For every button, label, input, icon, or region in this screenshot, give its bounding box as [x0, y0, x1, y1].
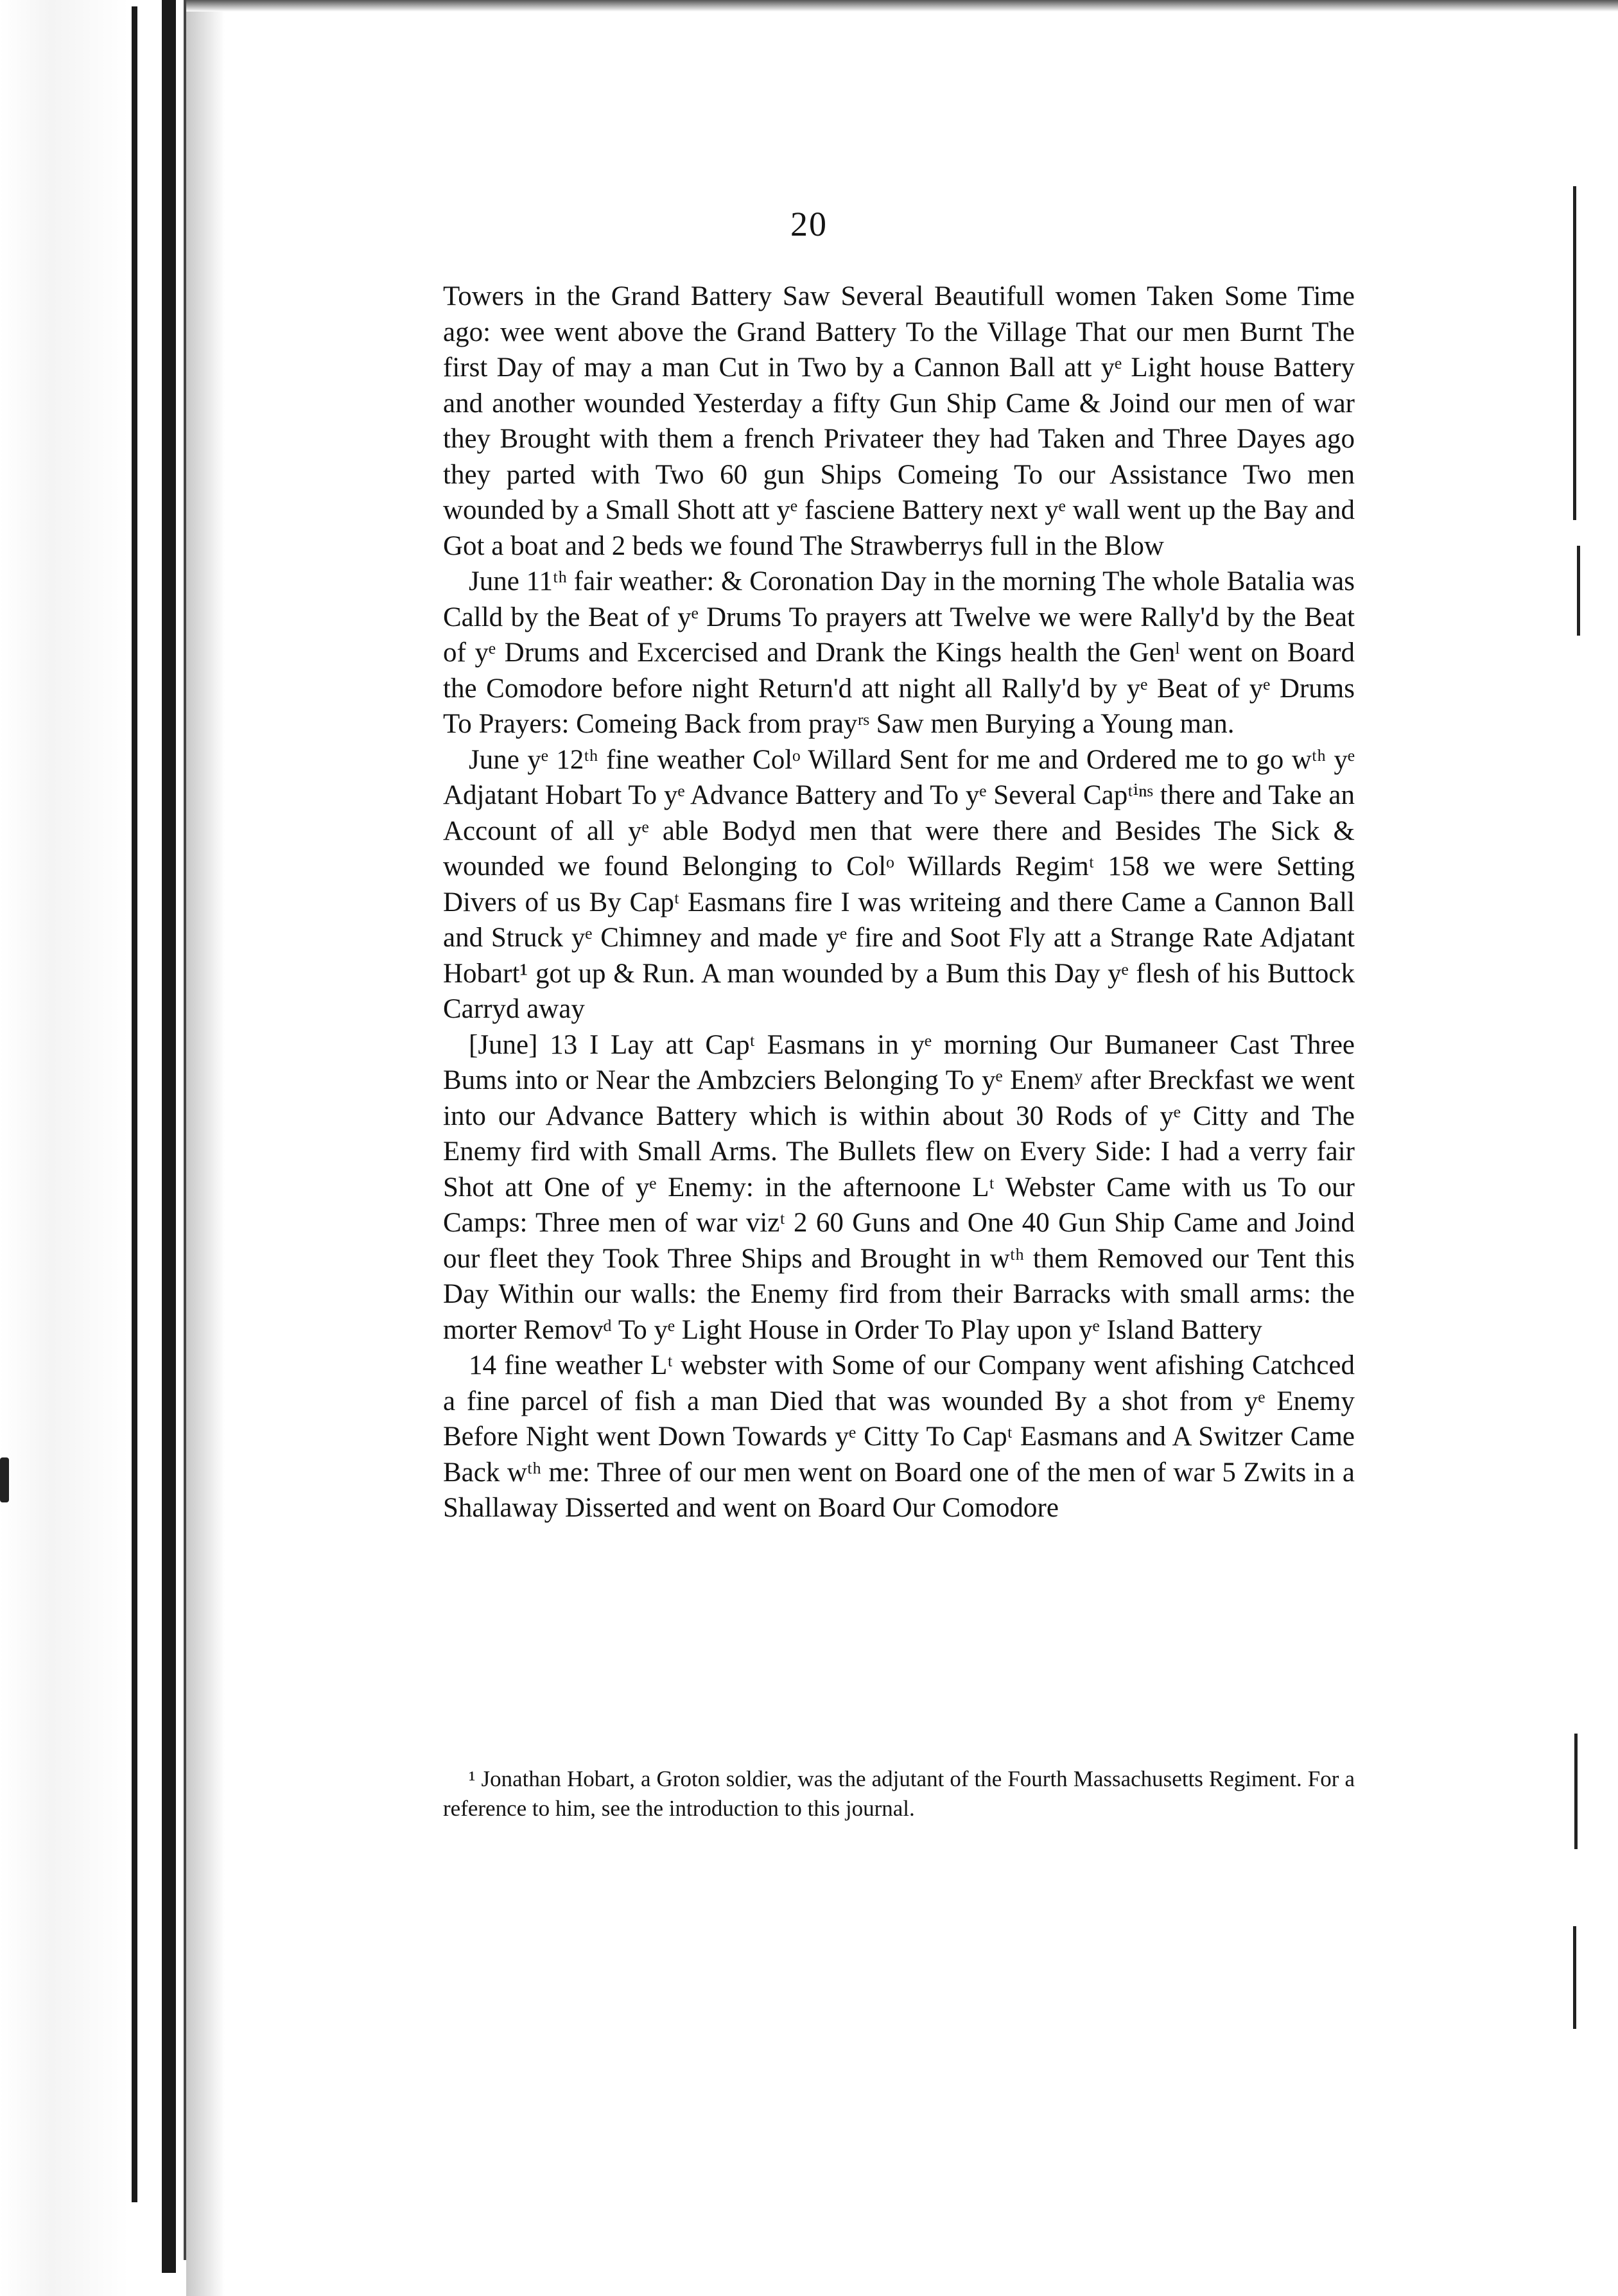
page-top-edge	[186, 0, 1618, 12]
footnote-text: ¹ Jonathan Hobart, a Groton soldier, was the adjutant of the Fourth Massachusetts Regiment. For a reference to him, see the introduction to this journal.	[443, 1766, 1355, 1821]
paragraph: June 11ᵗʰ fair weather: & Coronation Day in the morning The whole Batalia was Calld by the Beat of yᵉ Drums To prayers att Twelve we were Rally'd by the Beat of yᵉ Drums and Excercised and Drank the Kings health the Genˡ went on Board the Comodore before night Return'd att night all Rally'd by yᵉ Beat of yᵉ Drums To Prayers: Comeing Back from prayʳˢ Saw men Burying a Young man.	[443, 566, 1355, 739]
binding-edge	[162, 0, 176, 2273]
scan-edge-mark	[1577, 546, 1580, 636]
page-gutter-shadow	[186, 0, 225, 2296]
journal-text	[443, 279, 1355, 1526]
paragraph: Towers in the Grand Battery Saw Several Beautifull women Taken Some Time ago: wee went above the Grand Battery To the Village That our men Burnt The first Day of may a man Cut in Two by a Cannon Ball att yᵉ Light house Battery and another wounded Yesterday a fifty Gun Ship Came & Joind our men of war they Brought with them a french Privateer they had Taken and Three Dayes ago they parted with Two 60 gun Ships Comeing To our Assistance Two men wounded by a Small Shott att yᵉ fasciene Battery next yᵉ wall went up the Bay and Got a boat and 2 beds we found The Strawberrys full in the Blow	[443, 281, 1355, 561]
paragraph: [June] 13 I Lay att Capᵗ Easmans in yᵉ morning Our Bumaneer Cast Three Bums into or Near the Ambzciers Belonging To yᵉ Enemʸ after Breckfast we went into our Advance Battery which is within about 30 Rods of yᵉ Citty and The Enemy fird with Small Arms. The Bullets flew on Every Side: I had a verry fair Shot att One of yᵉ Enemy: in the afternoone Lᵗ Webster Came with us To our Camps: Three men of war vizᵗ 2 60 Guns and One 40 Gun Ship Came and Joind our fleet they Took Three Ships and Brought in wᵗʰ them Removed our Tent this Day Within our walls: the Enemy fird from their Barracks with small arms: the morter Removᵈ To yᵉ Light House in Order To Play upon yᵉ Island Battery	[443, 1029, 1355, 1345]
scan-edge-mark	[1574, 1734, 1578, 1849]
scan-edge-mark	[0, 1457, 9, 1502]
binding-edge	[132, 6, 137, 2202]
page-number: 20	[790, 205, 828, 243]
scan-left-margin	[0, 0, 128, 2296]
footnote	[443, 1764, 1355, 1823]
paragraph: June yᵉ 12ᵗʰ fine weather Colᵒ Willard Sent for me and Ordered me to go wᵗʰ yᵉ Adjatant Hobart To yᵉ Advance Battery and To yᵉ Several Capᵗⁱⁿˢ there and Take an Account of all yᵉ able Bodyd men that were there and Besides The Sick & wounded we found Belonging to Colᵒ Willards Regimᵗ 158 we were Setting Divers of us By Capᵗ Easmans fire I was writeing and there Came a Cannon Ball and Struck yᵉ Chimney and made yᵉ fire and Soot Fly att a Strange Rate Adjatant Hobart¹ got up & Run. A man wounded by a Bum this Day yᵉ flesh of his Buttock Carryd away	[443, 744, 1355, 1024]
paragraph: 14 fine weather Lᵗ webster with Some of our Company went afishing Catchced a fine parcel of fish a man Died that was wounded By a shot from yᵉ Enemy Before Night went Down Towards yᵉ Citty To Capᵗ Easmans and A Switzer Came Back wᵗʰ me: Three of our men went on Board one of the men of war 5 Zwits in a Shallaway Disserted and went on Board Our Comodore	[443, 1350, 1355, 1523]
scan-edge-mark	[1573, 1926, 1576, 2029]
